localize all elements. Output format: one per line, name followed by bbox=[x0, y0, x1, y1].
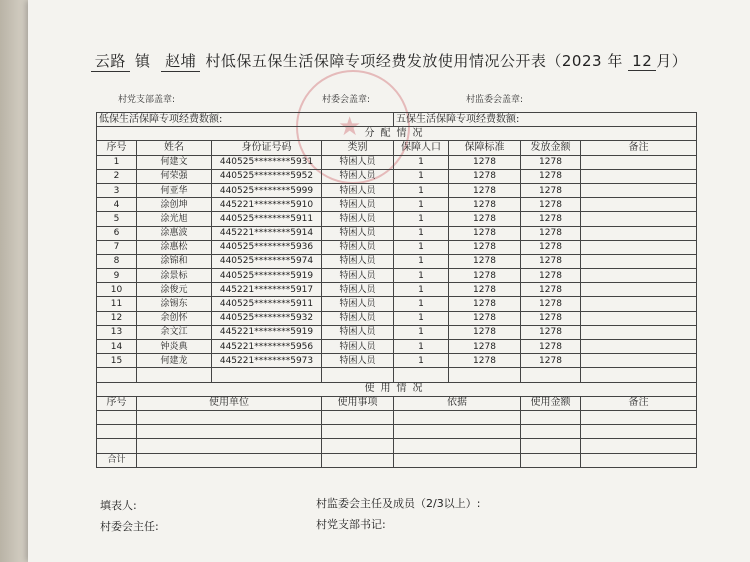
table-row bbox=[97, 198, 697, 212]
row-number: 2 bbox=[97, 169, 137, 183]
note bbox=[581, 340, 697, 354]
allocation-header-standard: 保障标准 bbox=[449, 141, 521, 155]
recipient-name: 涂景标 bbox=[137, 269, 212, 283]
table-row bbox=[97, 283, 697, 297]
standard: 1278 bbox=[449, 325, 521, 339]
id-number: 440525********5911 bbox=[212, 297, 322, 311]
row-number: 8 bbox=[97, 254, 137, 268]
category: 特困人员 bbox=[322, 155, 394, 169]
note bbox=[581, 240, 697, 254]
page-title bbox=[28, 50, 750, 72]
row-number: 13 bbox=[97, 325, 137, 339]
amount: 1278 bbox=[521, 269, 581, 283]
recipient-name: 涂锦和 bbox=[137, 254, 212, 268]
allocation-header-id: 身份证号码 bbox=[212, 141, 322, 155]
usage-total-label: 合计 bbox=[97, 453, 137, 467]
standard: 1278 bbox=[449, 340, 521, 354]
amount: 1278 bbox=[521, 254, 581, 268]
standard: 1278 bbox=[449, 155, 521, 169]
standard: 1278 bbox=[449, 226, 521, 240]
population: 1 bbox=[394, 297, 449, 311]
table-row bbox=[97, 311, 697, 325]
usage-row bbox=[97, 425, 697, 439]
amount: 1278 bbox=[521, 340, 581, 354]
allocation-header-amount: 发放金额 bbox=[521, 141, 581, 155]
usage-header-unit: 使用单位 bbox=[137, 396, 322, 410]
recipient-name: 钟炎典 bbox=[137, 340, 212, 354]
amount: 1278 bbox=[521, 311, 581, 325]
population: 1 bbox=[394, 155, 449, 169]
category: 特困人员 bbox=[322, 269, 394, 283]
standard: 1278 bbox=[449, 283, 521, 297]
amount: 1278 bbox=[521, 297, 581, 311]
title-year-unit: 年 bbox=[607, 52, 623, 70]
table-row bbox=[97, 269, 697, 283]
row-number: 11 bbox=[97, 297, 137, 311]
standard: 1278 bbox=[449, 254, 521, 268]
amount: 1278 bbox=[521, 354, 581, 368]
usage-row bbox=[97, 439, 697, 453]
title-main: 村低保五保生活保障专项经费发放使用情况公开表 bbox=[205, 52, 547, 70]
recipient-name: 何亚华 bbox=[137, 183, 212, 197]
title-year-prefix: （2023 bbox=[546, 52, 603, 70]
recipient-name: 何建文 bbox=[137, 155, 212, 169]
table-row bbox=[97, 297, 697, 311]
note bbox=[581, 297, 697, 311]
allocation-header-type: 类别 bbox=[322, 141, 394, 155]
population: 1 bbox=[394, 340, 449, 354]
note bbox=[581, 226, 697, 240]
standard: 1278 bbox=[449, 169, 521, 183]
category: 特困人员 bbox=[322, 198, 394, 212]
standard: 1278 bbox=[449, 183, 521, 197]
population: 1 bbox=[394, 325, 449, 339]
id-number: 445221********5973 bbox=[212, 354, 322, 368]
party-seal-label: 村党支部盖章: bbox=[118, 95, 176, 105]
amount: 1278 bbox=[521, 183, 581, 197]
category: 特困人员 bbox=[322, 226, 394, 240]
recipient-name: 何荣强 bbox=[137, 169, 212, 183]
id-number: 445221********5917 bbox=[212, 283, 322, 297]
allocation-header-no: 序号 bbox=[97, 141, 137, 155]
allocation-header-note: 备注 bbox=[581, 141, 697, 155]
standard: 1278 bbox=[449, 311, 521, 325]
row-number: 9 bbox=[97, 269, 137, 283]
id-number: 440525********5919 bbox=[212, 269, 322, 283]
note bbox=[581, 169, 697, 183]
table-row bbox=[97, 340, 697, 354]
row-number: 5 bbox=[97, 212, 137, 226]
category: 特困人员 bbox=[322, 169, 394, 183]
usage-header-amount: 使用金额 bbox=[521, 396, 581, 410]
category: 特困人员 bbox=[322, 325, 394, 339]
note bbox=[581, 283, 697, 297]
table-row bbox=[97, 169, 697, 183]
note bbox=[581, 325, 697, 339]
usage-total-row bbox=[97, 453, 697, 467]
usage-header-note: 备注 bbox=[581, 396, 697, 410]
table-row bbox=[97, 325, 697, 339]
recipient-name: 涂俊元 bbox=[137, 283, 212, 297]
recipient-name: 何建龙 bbox=[137, 354, 212, 368]
row-number: 3 bbox=[97, 183, 137, 197]
usage-row bbox=[97, 410, 697, 424]
recipient-name: 涂惠松 bbox=[137, 240, 212, 254]
table-row bbox=[97, 183, 697, 197]
recipient-name: 余文江 bbox=[137, 325, 212, 339]
amount: 1278 bbox=[521, 283, 581, 297]
row-number: 4 bbox=[97, 198, 137, 212]
population: 1 bbox=[394, 183, 449, 197]
row-number: 15 bbox=[97, 354, 137, 368]
amount: 1278 bbox=[521, 226, 581, 240]
category: 特困人员 bbox=[322, 297, 394, 311]
dibao-amount-label: 低保生活保障专项经费数额: bbox=[97, 113, 394, 127]
id-number: 445221********5919 bbox=[212, 325, 322, 339]
id-number: 445221********5956 bbox=[212, 340, 322, 354]
table-row bbox=[97, 155, 697, 169]
recipient-name: 涂锡东 bbox=[137, 297, 212, 311]
note bbox=[581, 269, 697, 283]
usage-header-basis: 依据 bbox=[394, 396, 521, 410]
table-row bbox=[97, 226, 697, 240]
amount: 1278 bbox=[521, 212, 581, 226]
population: 1 bbox=[394, 311, 449, 325]
population: 1 bbox=[394, 269, 449, 283]
allocation-section-title: 分配情况 bbox=[97, 127, 697, 141]
population: 1 bbox=[394, 254, 449, 268]
party-secretary-label: 村党支部书记: bbox=[316, 518, 386, 531]
filler-label: 填表人: bbox=[100, 499, 137, 512]
row-number: 10 bbox=[97, 283, 137, 297]
note bbox=[581, 155, 697, 169]
usage-section-title: 使用情况 bbox=[97, 382, 697, 396]
id-number: 440525********5999 bbox=[212, 183, 322, 197]
amount: 1278 bbox=[521, 155, 581, 169]
category: 特困人员 bbox=[322, 212, 394, 226]
supervision-members-label: 村监委会主任及成员（2/3以上）: bbox=[316, 497, 481, 510]
population: 1 bbox=[394, 240, 449, 254]
amount: 1278 bbox=[521, 240, 581, 254]
population: 1 bbox=[394, 354, 449, 368]
id-number: 440525********5974 bbox=[212, 254, 322, 268]
table-row bbox=[97, 240, 697, 254]
id-number: 445221********5914 bbox=[212, 226, 322, 240]
recipient-name: 涂惠波 bbox=[137, 226, 212, 240]
row-number: 7 bbox=[97, 240, 137, 254]
note bbox=[581, 311, 697, 325]
title-month-suffix: 月） bbox=[656, 52, 688, 70]
allocation-header-population: 保障人口 bbox=[394, 141, 449, 155]
allocation-header-name: 姓名 bbox=[137, 141, 212, 155]
row-number: 12 bbox=[97, 311, 137, 325]
row-number: 1 bbox=[97, 155, 137, 169]
standard: 1278 bbox=[449, 269, 521, 283]
seal-star-icon: ★ bbox=[338, 112, 362, 142]
note bbox=[581, 254, 697, 268]
standard: 1278 bbox=[449, 240, 521, 254]
note bbox=[581, 212, 697, 226]
recipient-name: 余创怀 bbox=[137, 311, 212, 325]
amount: 1278 bbox=[521, 169, 581, 183]
id-number: 440525********5936 bbox=[212, 240, 322, 254]
wall-background bbox=[0, 0, 28, 562]
category: 特困人员 bbox=[322, 311, 394, 325]
category: 特困人员 bbox=[322, 354, 394, 368]
category: 特困人员 bbox=[322, 340, 394, 354]
standard: 1278 bbox=[449, 297, 521, 311]
note bbox=[581, 198, 697, 212]
table-row bbox=[97, 254, 697, 268]
population: 1 bbox=[394, 198, 449, 212]
category: 特困人员 bbox=[322, 283, 394, 297]
amount: 1278 bbox=[521, 325, 581, 339]
category: 特困人员 bbox=[322, 240, 394, 254]
note bbox=[581, 183, 697, 197]
population: 1 bbox=[394, 212, 449, 226]
row-number: 14 bbox=[97, 340, 137, 354]
document-sheet bbox=[28, 0, 750, 562]
standard: 1278 bbox=[449, 354, 521, 368]
recipient-name: 涂光旭 bbox=[137, 212, 212, 226]
supervision-seal-label: 村监委会盖章: bbox=[466, 95, 524, 105]
category: 特困人员 bbox=[322, 183, 394, 197]
committee-director-label: 村委会主任: bbox=[100, 520, 159, 533]
population: 1 bbox=[394, 226, 449, 240]
row-number: 6 bbox=[97, 226, 137, 240]
usage-header-no: 序号 bbox=[97, 396, 137, 410]
id-number: 440525********5952 bbox=[212, 169, 322, 183]
table-row bbox=[97, 354, 697, 368]
id-number: 445221********5910 bbox=[212, 198, 322, 212]
id-number: 440525********5911 bbox=[212, 212, 322, 226]
title-village: 赵埔 bbox=[161, 50, 200, 72]
population: 1 bbox=[394, 283, 449, 297]
standard: 1278 bbox=[449, 198, 521, 212]
title-town: 云路 bbox=[91, 50, 130, 72]
id-number: 440525********5932 bbox=[212, 311, 322, 325]
id-number: 440525********5931 bbox=[212, 155, 322, 169]
title-month: 12 bbox=[628, 52, 656, 71]
recipient-name: 涂创坤 bbox=[137, 198, 212, 212]
wubao-amount-label: 五保生活保障专项经费数额: bbox=[394, 113, 697, 127]
population: 1 bbox=[394, 169, 449, 183]
note bbox=[581, 354, 697, 368]
committee-seal-label: 村委会盖章: bbox=[322, 95, 371, 105]
category: 特困人员 bbox=[322, 254, 394, 268]
amount: 1278 bbox=[521, 198, 581, 212]
standard: 1278 bbox=[449, 212, 521, 226]
table-row bbox=[97, 212, 697, 226]
title-town-unit: 镇 bbox=[135, 52, 151, 70]
allocation-usage-table bbox=[96, 112, 697, 468]
usage-header-item: 使用事项 bbox=[322, 396, 394, 410]
